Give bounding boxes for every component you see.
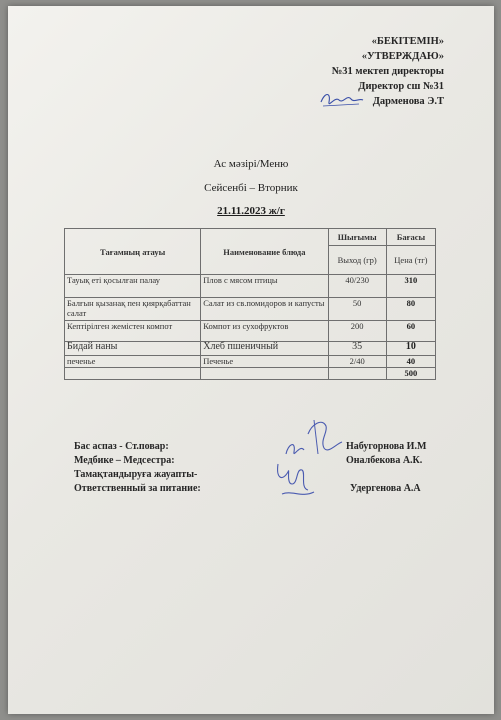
staff-row bbox=[74, 482, 444, 496]
header-price-kz: Бағасы bbox=[386, 229, 435, 246]
table-row bbox=[65, 298, 436, 321]
staff-row bbox=[74, 468, 444, 482]
table-row bbox=[65, 321, 436, 342]
dish-name-kz: Балғын қызанақ пен қиярқабаттан салат bbox=[65, 298, 201, 321]
dish-name-ru: Компот из сухофруктов bbox=[201, 321, 328, 342]
header-name-ru: Наименование блюда bbox=[201, 229, 328, 275]
dish-yield: 35 bbox=[328, 342, 386, 356]
table-row bbox=[65, 356, 436, 368]
dish-price: 80 bbox=[386, 298, 435, 321]
dish-price: 10 bbox=[386, 342, 435, 356]
staff-role: Тамақтандыруға жауапты- bbox=[74, 469, 198, 480]
table-header-row bbox=[65, 229, 436, 246]
dish-price: 40 bbox=[386, 356, 435, 368]
approval-line-ru: «УТВЕРЖДАЮ» bbox=[361, 51, 444, 62]
staff-role: Медбике – Медсестра: bbox=[74, 455, 175, 466]
dish-price: 60 bbox=[386, 321, 435, 342]
dish-name-ru: Салат из св.помидоров и капусты bbox=[201, 298, 328, 321]
dish-name-ru: Печенье bbox=[201, 356, 328, 368]
staff-row bbox=[74, 440, 444, 454]
total-empty-cell bbox=[328, 368, 386, 380]
dish-name-kz: Бидай наны bbox=[65, 342, 201, 356]
table-row bbox=[65, 342, 436, 356]
menu-date: 21.11.2023 ж/г bbox=[217, 205, 285, 217]
menu-day: Сейсенбі – Вторник bbox=[204, 182, 298, 194]
staff-person: Удергенова А.А bbox=[350, 483, 421, 494]
header-name-kz: Тағамның атауы bbox=[65, 229, 201, 275]
director-school-kz: №31 мектеп директоры bbox=[331, 66, 444, 77]
staff-signatures bbox=[74, 440, 444, 496]
total-price: 500 bbox=[386, 368, 435, 380]
staff-person: Набугорнова И.М bbox=[346, 441, 427, 452]
dish-name-kz: Кептірілген жемістен компот bbox=[65, 321, 201, 342]
dish-yield: 40/230 bbox=[328, 275, 386, 298]
approval-line-kz: «БЕКІТЕМІН» bbox=[371, 36, 444, 47]
dish-name-ru: Хлеб пшеничный bbox=[201, 342, 328, 356]
table-row bbox=[65, 275, 436, 298]
dish-name-ru: Плов с мясом птицы bbox=[201, 275, 328, 298]
dish-name-kz: Тауық еті қосылған палау bbox=[65, 275, 201, 298]
header-price-ru: Цена (тг) bbox=[386, 246, 435, 275]
staff-role: Ответственный за питание: bbox=[74, 483, 201, 494]
director-school-ru: Директор сш №31 bbox=[358, 81, 444, 92]
menu-table bbox=[64, 228, 436, 380]
menu-title: Ас мәзірі/Меню bbox=[213, 158, 289, 170]
staff-role: Бас аспаз - Ст.повар: bbox=[74, 441, 169, 452]
total-empty-cell bbox=[65, 368, 201, 380]
dish-name-kz: печенье bbox=[65, 356, 201, 368]
total-empty-cell bbox=[201, 368, 328, 380]
dish-yield: 2/40 bbox=[328, 356, 386, 368]
table-total-row bbox=[65, 368, 436, 380]
staff-row bbox=[74, 454, 444, 468]
dish-yield: 50 bbox=[328, 298, 386, 321]
header-yield-kz: Шығымы bbox=[328, 229, 386, 246]
header-yield-ru: Выход (гр) bbox=[328, 246, 386, 275]
director-name: Дарменова Э.Т bbox=[372, 96, 444, 107]
director-signature bbox=[319, 90, 365, 110]
document-page bbox=[8, 6, 494, 714]
dish-yield: 200 bbox=[328, 321, 386, 342]
staff-person: Оналбекова А.К. bbox=[346, 455, 423, 466]
dish-price: 310 bbox=[386, 275, 435, 298]
